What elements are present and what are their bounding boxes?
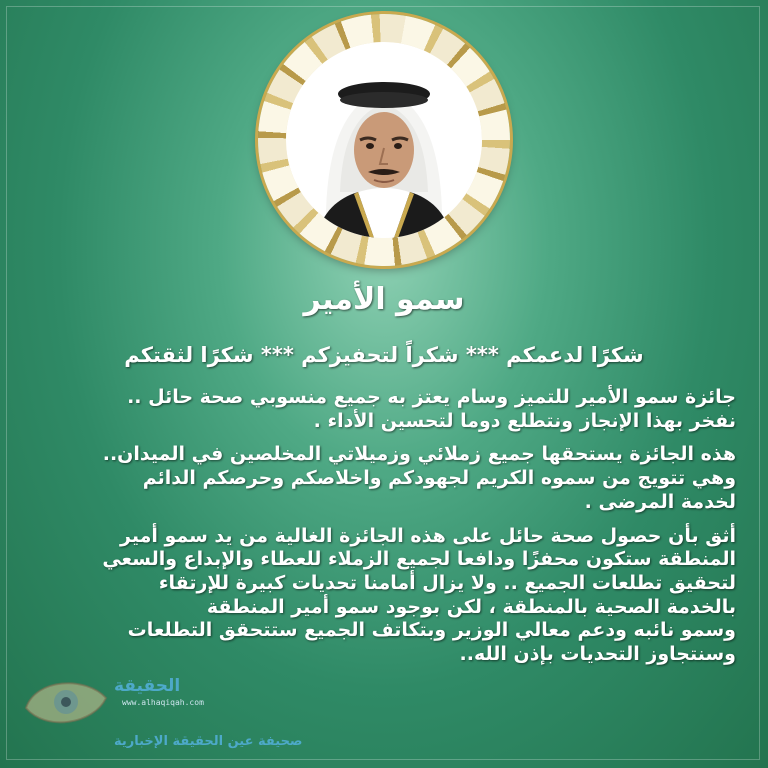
watermark-url: www.alhaqiqah.com [122,698,204,707]
body-line: نفخر بهذا الإنجاز ونتطلع دوما لتحسين الأداء . [313,409,736,432]
body-line: وهي تتويج من سموه الكريم لجهودكم واخلاصكم وحرصكم الدائم [142,467,736,490]
portrait-medallion-frame [258,14,510,266]
eye-logo-icon [6,668,116,738]
page-title: سمو الأمير [303,282,465,317]
body-line: جائزة سمو الأمير للتميز وسام يعتز به جميع منسوبي صحة حائل .. [127,386,736,408]
body-line: أثق بأن حصول صحة حائل على هذه الجائزة الغالية من يد سمو أمير [120,524,736,547]
body-line: لتحقيق تطلعات الجميع .. ولا يزال أمامنا تحديات كبيرة للإرتقاء [158,571,736,594]
body-line: بالخدمة الصحية بالمنطقة ، لكن بوجود سمو أمير المنطقة [206,595,736,618]
prince-portrait-image [286,42,482,238]
thanks-line: شكرًا لدعمكم *** شكراً لتحفيزكم *** شكرًا لثقتكم [124,343,644,367]
body-line: المنطقة ستكون محفزًا ودافعا لجميع الزملاء للعطاء والإبداع والسعي [102,548,736,571]
watermark-title: الحقيقة [114,676,181,696]
portrait-photo [286,42,482,238]
body-line: وسنتجاوز التحديات بإذن الله.. [459,643,736,666]
body-line: لخدمة المرضى . [584,490,736,513]
newspaper-watermark [6,668,303,764]
watermark-tagline: صحيفة عين الحقيقة الإخبارية [114,734,303,749]
body-line: وسمو نائبه ودعم معالي الوزير وبتكاتف الجميع ستتحقق التطلعات [127,619,736,642]
message-body [44,386,736,667]
body-line: هذه الجائزة يستحقها جميع زملائي وزميلاتي المخلصين في الميدان.. [102,443,736,466]
